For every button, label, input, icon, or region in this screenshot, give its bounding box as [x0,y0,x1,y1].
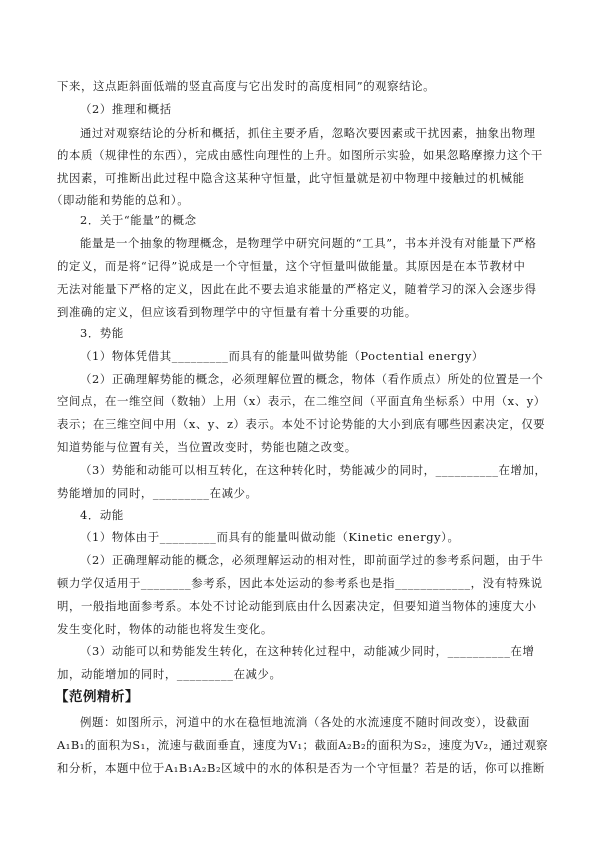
text-line: （1）物体由于_________而具有的能量叫做动能（Kinetic energy）。 [80,530,460,544]
text-line: 扰因素，可推断出此过程中隐含这某种守恒量，此守恒量就是初中物理中接触过的机械能 [57,171,525,185]
text-line: 通过对观察结论的分析和概括，抓住主要矛盾，忽略次要因素或干扰因素，抽象出物理 [80,126,536,140]
text-line: 到准确的定义，但应该看到物理学中的守恒量有着十分重要的功能。 [57,305,417,319]
text-line: （1）物体凭借其_________而具有的能量叫做势能（Poctential energy） [80,349,484,363]
text-line: 和分析，本题中位于A₁B₁A₂B₂区域中的水的体积是否为一个守恒量？若是的话，你可以推断 [57,761,545,775]
text-line: 顿力学仅适用于________参考系，因此本处运动的参考系也是指____________，没有特殊说 [57,576,543,590]
text-line: 下来，这点距斜面低端的竖直高度与它出发时的高度相同”的观察结论。 [57,79,436,93]
text-line: （3）势能和动能可以相互转化，在这种转化时，势能减少的同时，__________在增加， [80,463,547,477]
text-line: 的定义，而是将“记得”说成是一个守恒量，这个守恒量叫做能量。其原因是在本节教材中 [57,259,526,273]
text-line: 空间点，在一维空间（数轴）上用（x）表示，在二维空间（平面直角坐标系）中用（x、y） [57,394,546,408]
section-heading: 4．动能 [80,508,124,522]
text-line: A₁B₁的面积为S₁，流速与截面垂直，速度为V₁；截面A₂B₂的面积为S₂，速度为V₂，通过观察 [57,738,549,752]
example-heading: 【范例精析】 [55,689,139,705]
subsection-heading: （2）推理和概括 [80,102,172,116]
text-line: 能量是一个抽象的物理概念，是物理学中研究问题的“工具”，书本并没有对能量下严格 [80,236,537,250]
section-heading: 3．势能 [80,326,124,340]
text-line: 知道势能与位置有关，当位置改变时，势能也随之改变。 [57,440,357,454]
text-line: 势能增加的同时，_________在减少。 [57,486,258,500]
text-line: （3）动能可以和势能发生转化，在这种转化过程中，动能减少同时，__________在增 [80,644,535,658]
text-line: 无法对能量下严格的定义，因此在此不要去追求能量的严格定义，随着学习的深入会逐步得 [57,282,537,296]
text-line: 的本质（规律性的东西），完成由感性向理性的上升。如图所示实验，如果忽略摩擦力这个干 [57,148,543,162]
text-line: 加，动能增加的同时，_________在减少。 [57,667,282,681]
text-line: 表示；在三维空间中用（x、y、z）表示。本处不讨论势能的大小到底有哪些因素决定，仅要 [57,417,546,431]
text-line: （2）正确理解动能的概念，必须理解运动的相对性，即前面学过的参考系问题，由于牛 [80,553,544,567]
section-heading: 2．关于“能量”的概念 [80,213,197,227]
text-line: 发生变化时，物体的动能也将发生变化。 [57,622,273,636]
text-line: （2）正确理解势能的概念，必须理解位置的概念，物体（看作质点）所处的位置是一个 [80,372,544,386]
text-line: 例题：如图所示，河道中的水在稳恒地流淌（各处的水流速度不随时间改变），设截面 [80,715,530,729]
text-line: （即动能和势能的总和）。 [51,193,190,207]
text-line: 明，一般指地面参考系。本处不讨论动能到底由什么因素决定，但要知道当物体的速度大小 [57,599,537,613]
